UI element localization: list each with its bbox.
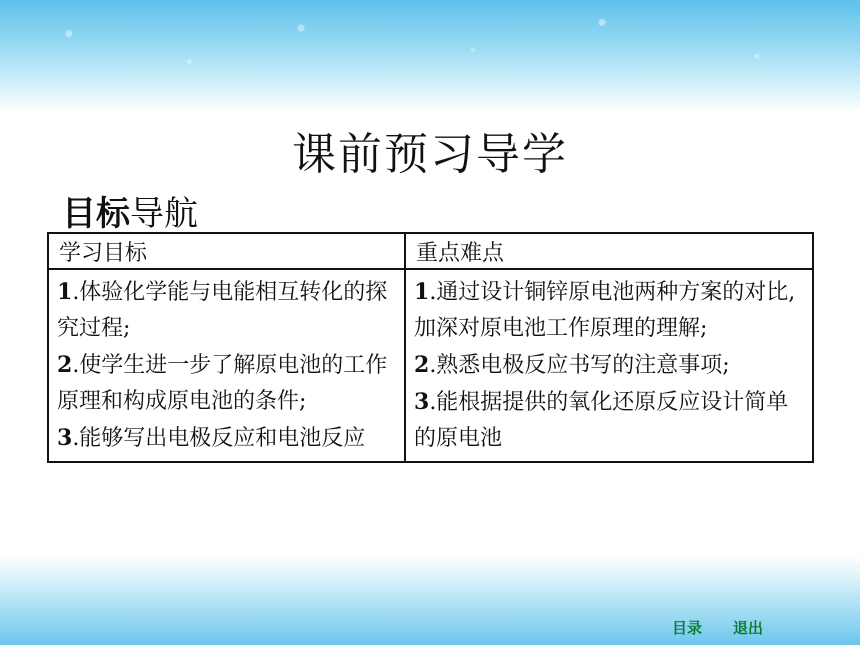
list-item: [57, 274, 396, 347]
goals-table: [47, 232, 814, 463]
item-number: 1: [57, 279, 73, 305]
item-text: .通过设计铜锌原电池两种方案的对比,加深对原电池工作原理的理解;: [414, 280, 796, 341]
page-title: 课前预习导学: [292, 129, 568, 180]
item-text: .能够写出电极反应和电池反应: [72, 426, 366, 451]
list-item: [414, 384, 804, 457]
item-text: .熟悉电极反应书写的注意事项;: [429, 353, 730, 378]
key-points-cell: [405, 269, 813, 462]
item-text: .体验化学能与电能相互转化的探究过程;: [57, 280, 388, 341]
list-item: [57, 420, 396, 457]
table-header-row: [48, 233, 813, 269]
header-background: [0, 0, 860, 112]
section-heading: [62, 186, 198, 235]
item-text: .能根据提供的氧化还原反应设计简单的原电池: [414, 390, 789, 451]
list-item: [414, 347, 804, 384]
section-heading-rest: 导航: [130, 194, 198, 234]
footer-background: [0, 555, 860, 645]
item-number: 2: [57, 352, 73, 378]
header-key-points: 重点难点: [405, 233, 813, 269]
list-item: [414, 274, 804, 347]
exit-link[interactable]: 退出: [733, 619, 764, 637]
item-number: 2: [414, 352, 430, 378]
item-number: 1: [414, 279, 430, 305]
table-row: [48, 269, 813, 462]
item-number: 3: [414, 389, 430, 415]
item-number: 3: [57, 425, 73, 451]
section-heading-bold: 目标: [62, 194, 130, 234]
header-learning-goals: 学习目标: [48, 233, 405, 269]
item-text: .使学生进一步了解原电池的工作原理和构成原电池的条件;: [57, 353, 388, 414]
list-item: [57, 347, 396, 420]
toc-link[interactable]: 目录: [672, 619, 703, 637]
learning-goals-cell: [48, 269, 405, 462]
